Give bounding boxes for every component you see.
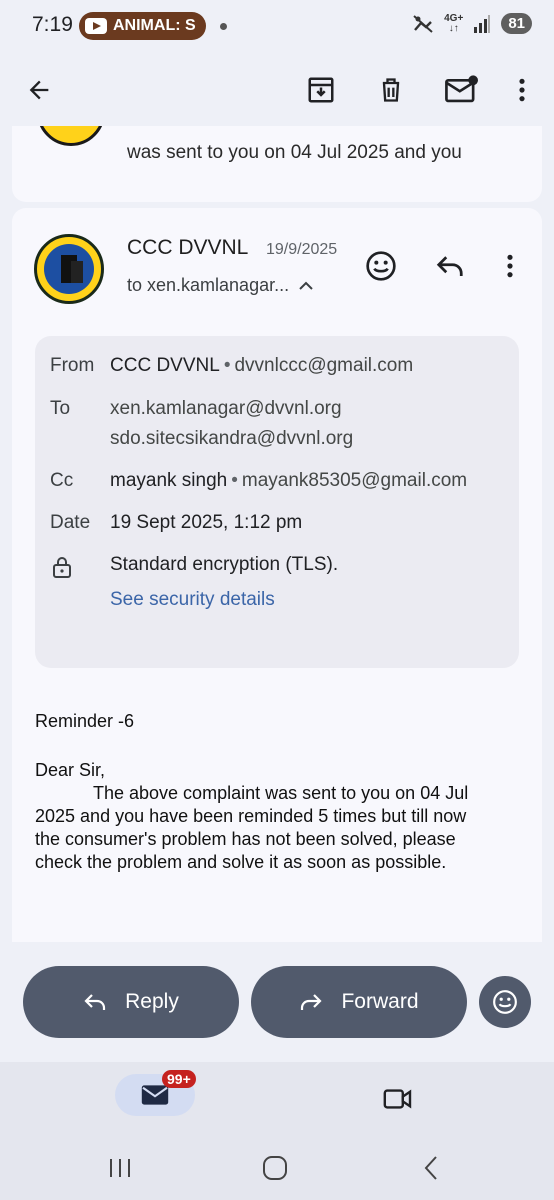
home-icon (262, 1155, 288, 1181)
cc-email[interactable]: mayank85305@gmail.com (241, 470, 468, 491)
recent-apps-icon (107, 1157, 133, 1179)
body-line-4: check the problem and solve it as soon as possible. (35, 852, 447, 872)
email-toolbar (0, 56, 554, 126)
media-playing-chip[interactable] (79, 12, 206, 40)
system-back-button[interactable] (411, 1148, 451, 1188)
emoji-icon (365, 250, 397, 282)
home-button[interactable] (255, 1148, 295, 1188)
more-vert-icon (506, 253, 514, 279)
status-bar (0, 0, 554, 52)
video-camera-icon (382, 1087, 414, 1111)
more-options-button[interactable] (500, 68, 544, 112)
reply-label: Reply (125, 990, 179, 1013)
system-navigation-bar (0, 1134, 554, 1200)
reply-icon (435, 253, 465, 279)
security-details-link[interactable]: See security details (110, 589, 275, 610)
dnd-icon (412, 14, 434, 34)
chevron-up-icon (299, 281, 313, 291)
emoji-icon (492, 989, 518, 1015)
signal-icon (473, 15, 491, 33)
forward-button[interactable] (251, 966, 467, 1038)
from-label: From (50, 355, 95, 376)
message-card (12, 208, 542, 942)
react-button[interactable] (479, 976, 531, 1028)
delete-icon (377, 76, 405, 104)
more-vert-icon (518, 77, 526, 103)
recent-apps-button[interactable] (100, 1148, 140, 1188)
body-line-1: The above complaint was sent to you on 04 Jul (93, 783, 469, 803)
to-address-2[interactable]: sdo.sitecsikandra@dvvnl.org (110, 428, 354, 449)
mail-unread-badge: 99+ (162, 1070, 196, 1088)
reply-button[interactable] (23, 966, 239, 1038)
encryption-text: Standard encryption (TLS). (110, 554, 339, 575)
recipients-toggle[interactable] (127, 275, 313, 296)
forward-label: Forward (341, 990, 419, 1013)
network-type: 4G+ (444, 12, 464, 24)
sender-name: CCC DVVNL (127, 236, 249, 259)
network-indicator (444, 14, 463, 34)
mark-unread-icon (444, 75, 478, 105)
reply-icon (83, 992, 107, 1012)
date-label: Date (50, 512, 91, 533)
bottom-navigation (0, 1062, 554, 1134)
archive-button[interactable] (299, 68, 343, 112)
date-value: 19 Sept 2025, 1:12 pm (110, 512, 303, 533)
previous-message-snippet: was sent to you on 04 Jul 2025 and you (127, 142, 462, 163)
add-reaction-button[interactable] (361, 246, 401, 286)
from-value: CCC DVVNL • dvvnlccc@gmail.com (110, 355, 414, 376)
message-details-panel (35, 336, 519, 668)
youtube-icon (85, 18, 107, 34)
sender-avatar (34, 234, 104, 304)
battery-indicator: 81 (501, 13, 532, 34)
message-more-button[interactable] (490, 246, 530, 286)
status-icons (412, 13, 532, 34)
to-address-1[interactable]: xen.kamlanagar@dvvnl.org (110, 398, 342, 419)
cc-label: Cc (50, 470, 74, 491)
to-label: To (50, 398, 71, 419)
reply-actions-bar (0, 942, 554, 1062)
cc-value: mayank singh • mayank85305@gmail.com (110, 470, 468, 491)
data-arrows-icon: ↓↑ (448, 22, 459, 34)
lock-icon (52, 556, 72, 584)
mark-unread-button[interactable] (439, 68, 483, 112)
body-line-2: 2025 and you have been reminded 5 times but till now (35, 806, 467, 826)
archive-icon (306, 75, 336, 105)
body-reminder: Reminder -6 (35, 711, 135, 731)
from-name: CCC DVVNL (110, 355, 220, 376)
body-greeting: Dear Sir, (35, 760, 106, 780)
status-time: 7:19 (32, 13, 73, 36)
notification-dot-icon (220, 23, 227, 30)
recipients-summary: to xen.kamlanagar... (127, 275, 290, 295)
delete-button[interactable] (369, 68, 413, 112)
chevron-left-icon (422, 1155, 440, 1181)
back-arrow-icon (25, 76, 53, 104)
message-date: 19/9/2025 (266, 241, 338, 258)
forward-icon (299, 992, 323, 1012)
back-button[interactable] (17, 68, 61, 112)
nav-meet-tab[interactable] (378, 1079, 418, 1119)
from-email[interactable]: dvvnlccc@gmail.com (234, 355, 414, 376)
cc-name: mayank singh (110, 470, 228, 491)
body-line-3: the consumer's problem has not been solved, please (35, 829, 456, 849)
reply-icon-button[interactable] (430, 246, 470, 286)
media-chip-label: ANIMAL: S (113, 17, 196, 34)
sender-avatar (37, 126, 105, 146)
previous-message-card[interactable] (12, 126, 542, 202)
